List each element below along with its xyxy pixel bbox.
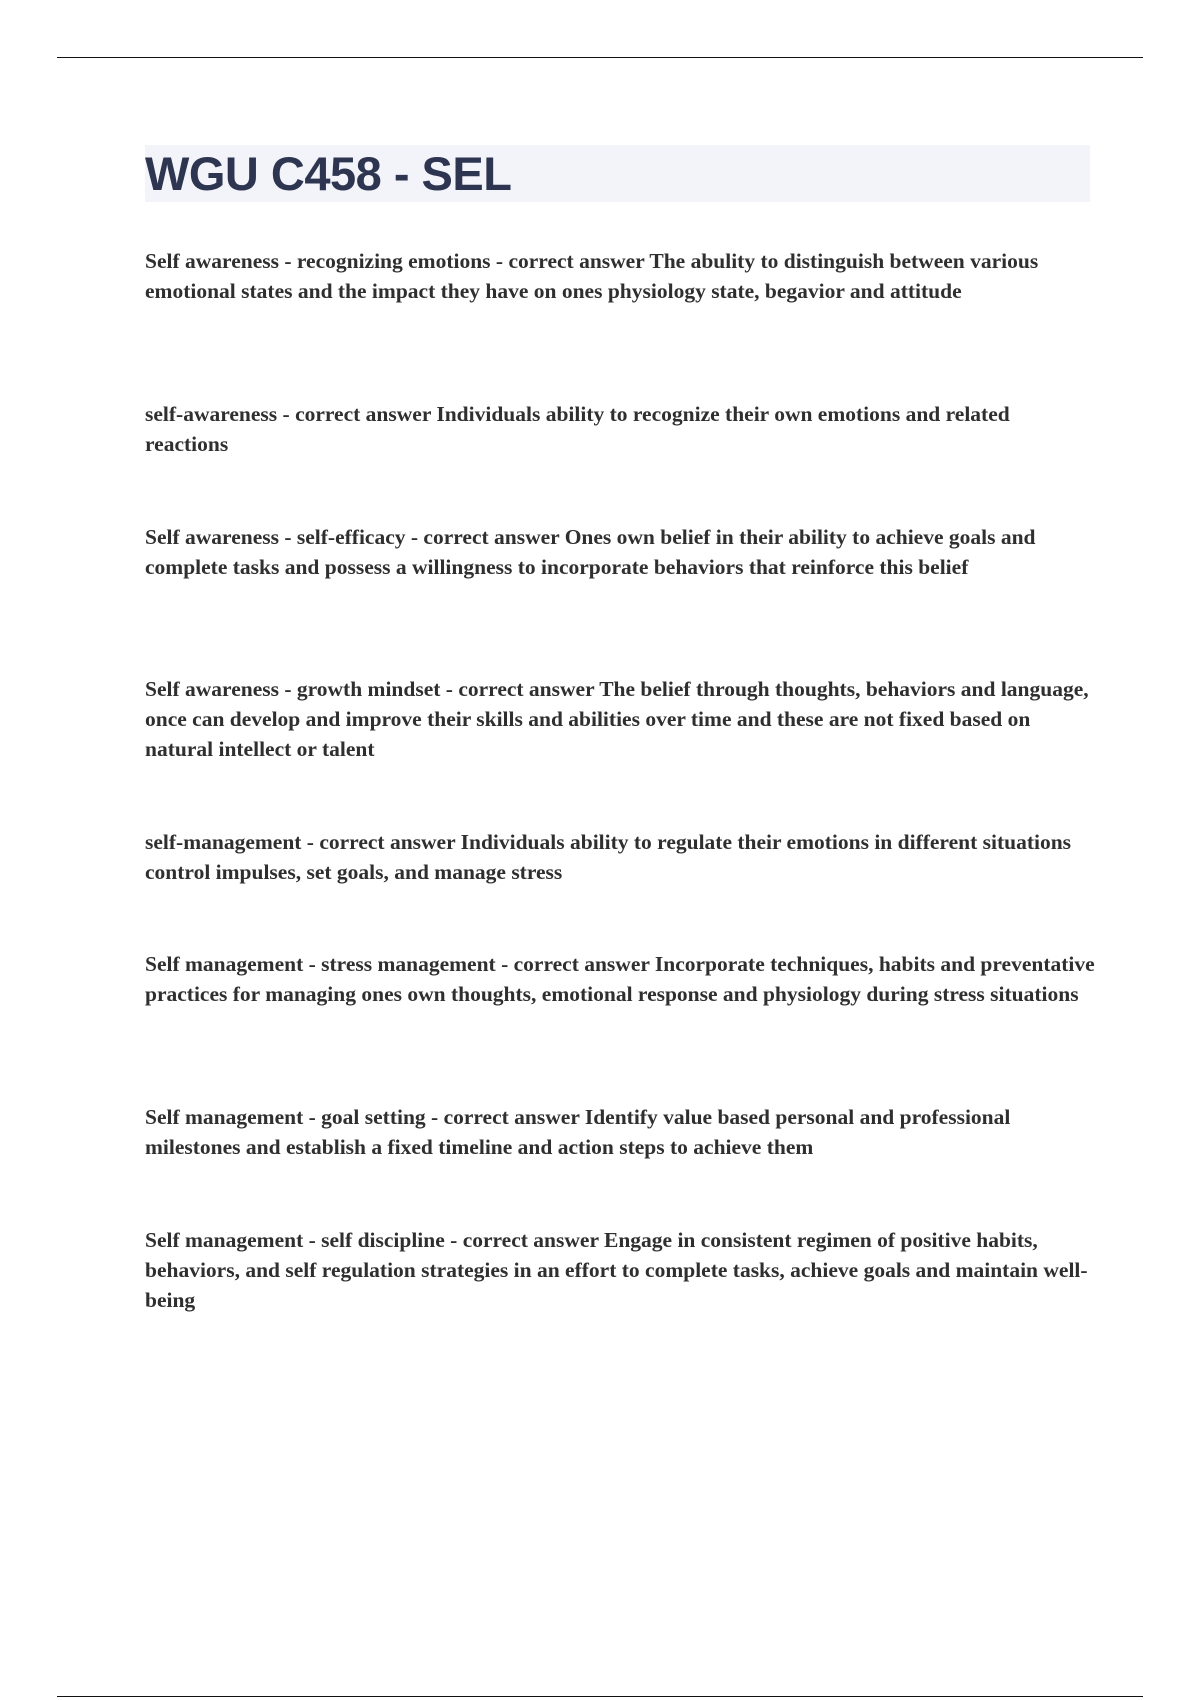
flashcard-entry: Self awareness - growth mindset - correct answer The belief through thoughts, behaviors and language, once can develop and improve their skills and abilities over time and these are not fixed based on natural intellect or talent <box>145 677 1089 762</box>
flashcard-entry: Self management - stress management - correct answer Incorporate techniques, habits and preventative practices for managing ones own thoughts, emotional response and physiology during stress situations <box>145 952 1095 1007</box>
header-rule <box>57 57 1143 58</box>
footer-rule <box>57 1696 1143 1697</box>
flashcard-entry: Self awareness - recognizing emotions - correct answer The abulity to distinguish between various emotional states and the impact they have on ones physiology state, begavior and attitude <box>145 249 1039 304</box>
flashcard-entry: Self management - self discipline - correct answer Engage in consistent regimen of positive habits, behaviors, and self regulation strategies in an effort to complete tasks, achieve goals and maintain well-being <box>145 1228 1088 1313</box>
page-title: WGU C458 - SEL <box>145 147 512 200</box>
flashcard-entry: Self awareness - self-efficacy - correct answer Ones own belief in their ability to achieve goals and complete tasks and possess a willingness to incorporate behaviors that reinforce this belief <box>145 525 1036 580</box>
flashcard-entry: self-management - correct answer Individuals ability to regulate their emotions in different situations control impulses, set goals, and manage stress <box>145 830 1072 885</box>
flashcard-entry: Self management - goal setting - correct answer Identify value based personal and professional milestones and establish a fixed timeline and action steps to achieve them <box>145 1105 1011 1160</box>
flashcard-entry: self-awareness - correct answer Individuals ability to recognize their own emotions and related reactions <box>145 402 1010 457</box>
